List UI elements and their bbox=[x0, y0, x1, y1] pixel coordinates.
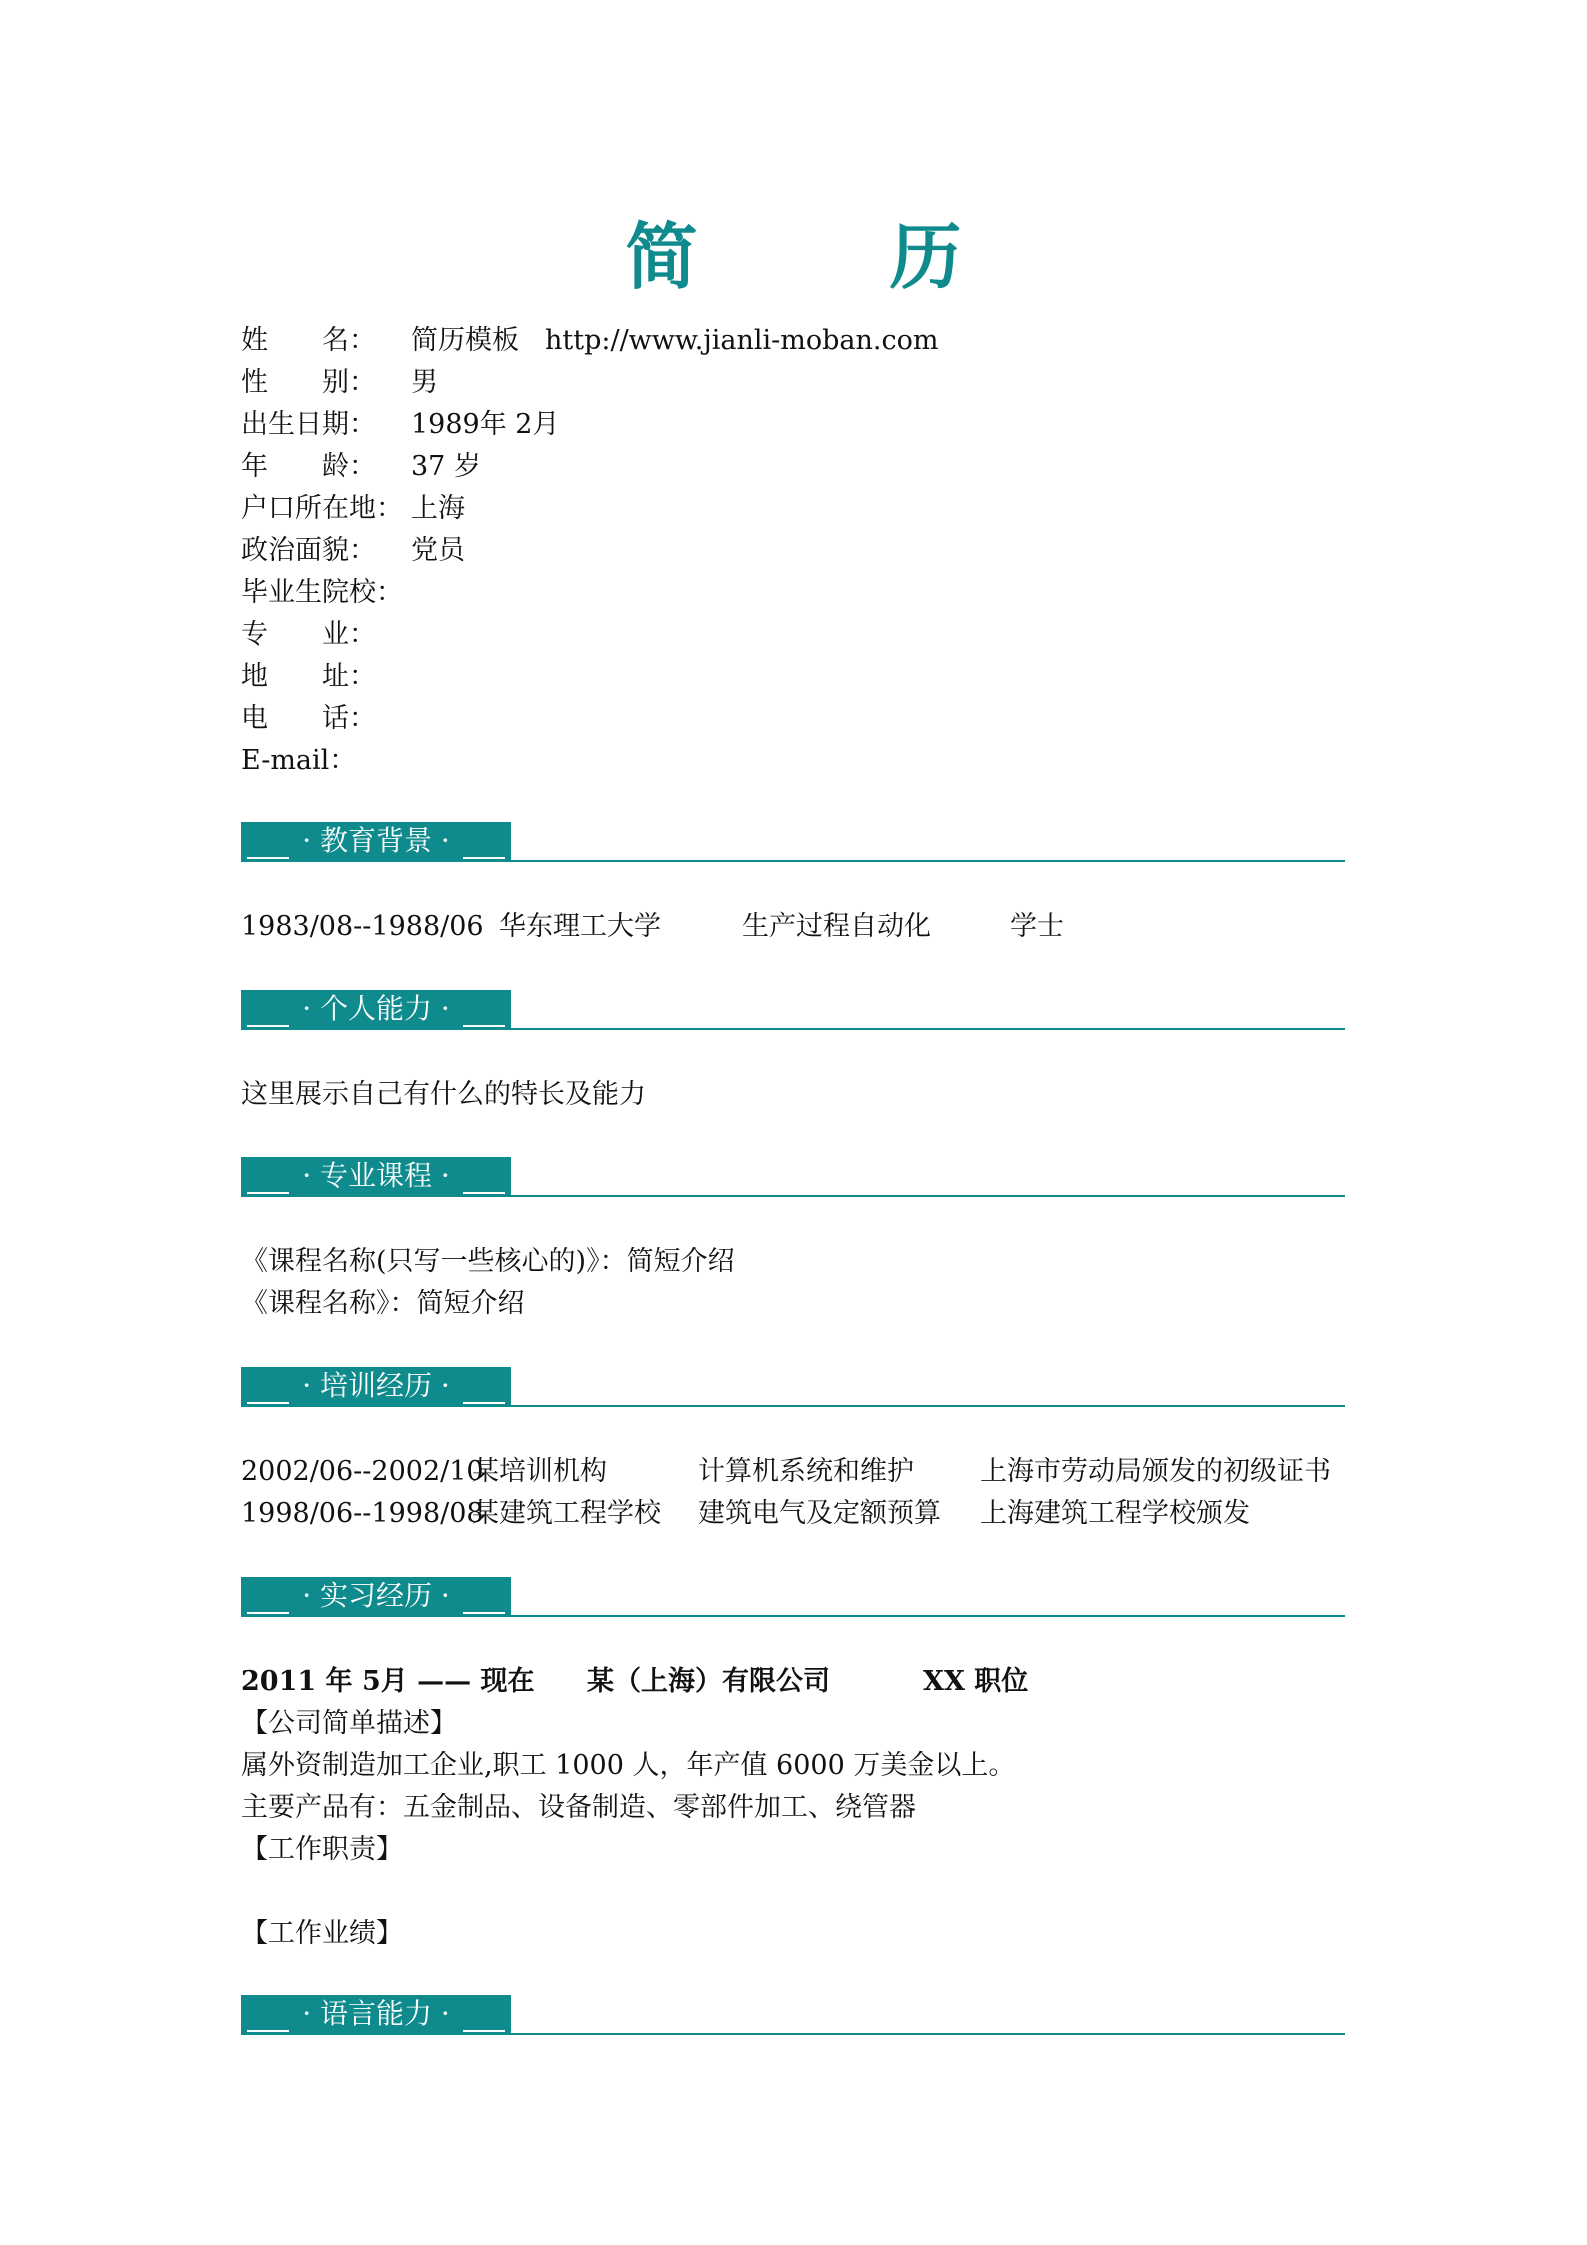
info-label: 地 址： bbox=[241, 661, 376, 692]
info-value: 男 bbox=[411, 367, 438, 398]
internship-desc-heading: 【公司简单描述】 bbox=[241, 1708, 457, 1739]
section-title: · 专业课程 · bbox=[302, 1159, 450, 1192]
ability-description: 这里展示自己有什么的特长及能力 bbox=[241, 1079, 646, 1110]
section-title-box bbox=[241, 822, 511, 862]
education-major: 生产过程自动化 bbox=[742, 911, 931, 942]
page-title: 简 历 bbox=[625, 214, 1022, 299]
section-title: · 教育背景 · bbox=[302, 824, 450, 857]
info-label: 年 龄： bbox=[241, 451, 376, 482]
section-header-internship bbox=[241, 1577, 1345, 1617]
section-header-education bbox=[241, 822, 1345, 862]
section-header-training bbox=[241, 1367, 1345, 1407]
website-link[interactable]: http://www.jianli-moban.com bbox=[545, 325, 939, 356]
internship-achieve-heading: 【工作业绩】 bbox=[241, 1918, 403, 1949]
training-row bbox=[241, 1493, 1371, 1535]
courses-list bbox=[241, 1241, 1371, 1325]
education-period: 1983/08--1988/06 bbox=[241, 911, 484, 942]
section-header-language bbox=[241, 1995, 1345, 2035]
info-row-school bbox=[241, 572, 1341, 614]
internship-desc-line: 主要产品有：五金制品、设备制造、零部件加工、绕管器 bbox=[241, 1792, 916, 1823]
info-label: E-mail： bbox=[241, 745, 357, 776]
section-divider bbox=[511, 1615, 1345, 1617]
training-period: 1998/06--1998/08 bbox=[241, 1498, 484, 1529]
personal-info bbox=[241, 320, 1341, 782]
section-divider bbox=[511, 2033, 1345, 2035]
ability-text bbox=[241, 1074, 1371, 1116]
info-row-email bbox=[241, 740, 1341, 782]
course-item: 《课程名称(只写一些核心的)》：简短介绍 bbox=[241, 1246, 735, 1277]
course-item: 《课程名称》：简短介绍 bbox=[241, 1288, 525, 1319]
info-row-age bbox=[241, 446, 1341, 488]
info-label: 户口所在地： bbox=[241, 493, 403, 524]
internship-desc-line: 属外资制造加工企业,职工 1000 人，年产值 6000 万美金以上。 bbox=[241, 1750, 1016, 1781]
info-row-major bbox=[241, 614, 1341, 656]
info-value: 上海 bbox=[411, 493, 465, 524]
info-label: 毕业生院校： bbox=[241, 577, 403, 608]
training-org: 某建筑工程学校 bbox=[472, 1498, 661, 1529]
info-label: 专 业： bbox=[241, 619, 376, 650]
info-row-gender bbox=[241, 362, 1341, 404]
info-label: 电 话： bbox=[241, 703, 376, 734]
section-title-box bbox=[241, 1157, 511, 1197]
internship-header bbox=[241, 1661, 1371, 1703]
info-value: 1989年 2月 bbox=[411, 409, 560, 440]
section-divider bbox=[511, 860, 1345, 862]
info-label: 政治面貌： bbox=[241, 535, 376, 566]
training-row bbox=[241, 1451, 1371, 1493]
section-title: · 实习经历 · bbox=[302, 1579, 450, 1612]
info-value: 简历模板 bbox=[411, 325, 519, 356]
section-title-box bbox=[241, 1995, 511, 2035]
section-header-ability bbox=[241, 990, 1345, 1030]
training-org: 某培训机构 bbox=[472, 1456, 607, 1487]
info-row-phone bbox=[241, 698, 1341, 740]
training-period: 2002/06--2002/10 bbox=[241, 1456, 484, 1487]
training-list bbox=[241, 1451, 1371, 1535]
info-row-political bbox=[241, 530, 1341, 572]
info-row-hukou bbox=[241, 488, 1341, 530]
info-row-address bbox=[241, 656, 1341, 698]
section-title-box bbox=[241, 990, 511, 1030]
section-divider bbox=[511, 1028, 1345, 1030]
info-value: 党员 bbox=[411, 535, 465, 566]
info-value: 37 岁 bbox=[411, 451, 481, 482]
internship-entry bbox=[241, 1661, 1371, 1955]
education-degree: 学士 bbox=[1010, 911, 1064, 942]
training-course: 建筑电气及定额预算 bbox=[698, 1498, 941, 1529]
section-title-box bbox=[241, 1577, 511, 1617]
training-cert: 上海市劳动局颁发的初级证书 bbox=[980, 1456, 1331, 1487]
internship-period: 2011 年 5月 —— 现在 bbox=[241, 1666, 535, 1697]
section-title: · 语言能力 · bbox=[302, 1997, 450, 2030]
education-entry bbox=[241, 906, 1371, 948]
info-row-birth bbox=[241, 404, 1341, 446]
internship-blank-line bbox=[241, 1871, 1371, 1913]
internship-duty-heading: 【工作职责】 bbox=[241, 1834, 403, 1865]
info-label: 性 别： bbox=[241, 367, 376, 398]
info-label: 出生日期： bbox=[241, 409, 376, 440]
training-cert: 上海建筑工程学校颁发 bbox=[980, 1498, 1250, 1529]
section-header-courses bbox=[241, 1157, 1345, 1197]
section-title: · 个人能力 · bbox=[302, 992, 450, 1025]
section-divider bbox=[511, 1195, 1345, 1197]
internship-position: XX 职位 bbox=[923, 1666, 1029, 1697]
training-course: 计算机系统和维护 bbox=[698, 1456, 914, 1487]
education-school: 华东理工大学 bbox=[499, 911, 661, 942]
section-title: · 培训经历 · bbox=[302, 1369, 450, 1402]
section-divider bbox=[511, 1405, 1345, 1407]
internship-company: 某（上海）有限公司 bbox=[587, 1666, 830, 1697]
info-row-name bbox=[241, 320, 1341, 362]
info-label: 姓 名： bbox=[241, 325, 376, 356]
section-title-box bbox=[241, 1367, 511, 1407]
